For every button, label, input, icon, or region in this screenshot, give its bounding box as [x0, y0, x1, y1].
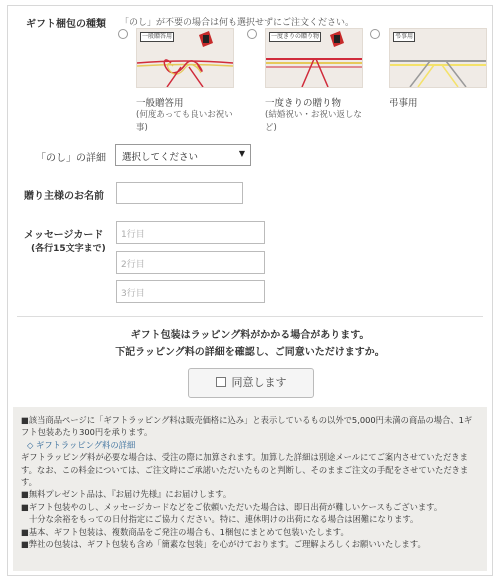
info-date-request: 十分な余裕をもっての日付指定にご協力ください。特に、連休明けの出荷になる場合は困難になります。 — [29, 514, 419, 525]
info-wrapping-fee: ■該当商品ページに「ギフトラッピング料は販売価格に込み」と表示しているもの以外で5,000円未満の商品の場合、1ギフト包装あたり300円を承ります。 — [21, 415, 473, 438]
noshi-note: 「のし」が不要の場合は何も選択せずにご注文ください。 — [120, 18, 355, 28]
info-shipping-delay: ■ギフト包装やのし、メッセージカードなどをご依頼いただいた場合は、即日出荷が難しいケースもございます。 — [21, 501, 443, 512]
wrapping-fee-detail-link[interactable]: ◇ ギフトラッピング料の詳細 — [27, 439, 136, 450]
section-divider — [17, 316, 483, 317]
wrapping-fee-notice: ギフト包装はラッピング料がかかる場合があります。 — [130, 330, 370, 341]
radio-general-gift[interactable] — [118, 29, 128, 39]
noshi-tag-once: 一度きりの贈り物 — [271, 33, 320, 40]
noshi-image-general — [136, 28, 234, 88]
wrapping-fee-question: 下記ラッピング料の詳細を確認し、ご同意いただけますか。 — [115, 347, 385, 358]
noshi-image-condolence — [389, 28, 487, 88]
checkbox-icon — [216, 377, 226, 387]
option-caption-general: 一般贈答用 — [136, 98, 184, 109]
noshi-tag-condolence: 弔事用 — [395, 33, 414, 40]
agree-label: 同意します — [231, 376, 287, 389]
radio-once-gift[interactable] — [247, 29, 257, 39]
noshi-detail-selected: 選択してください — [122, 152, 199, 163]
radio-condolence[interactable] — [370, 29, 380, 39]
agree-button[interactable] — [188, 368, 314, 398]
noshi-tag-general: 一般贈答用 — [142, 33, 173, 40]
info-fee-added: ギフトラッピング料が必要な場合は、受注の際に加算されます。加算した詳細は別途メールにてご案内させていただきます。なお、この料金については、ご注文時にご承諾いただいたものと判断し、そのままご注文の手配をさせていただきます。 — [21, 452, 469, 488]
message-line-3-input[interactable]: 3行目 — [116, 280, 265, 303]
option-caption-condolence: 弔事用 — [389, 98, 418, 109]
option-sub-general: (何度あっても良いお祝い事) — [136, 110, 233, 133]
noshi-detail-label: 「のし」の詳細 — [36, 153, 106, 164]
noshi-image-once — [265, 28, 363, 88]
message-card-label: メッセージカード — [24, 230, 104, 241]
message-line-2-input[interactable]: 2行目 — [116, 251, 265, 274]
info-box — [13, 407, 487, 571]
option-sub-once: (結婚祝い・お祝い返しなど) — [265, 110, 362, 133]
option-caption-once: 一度きりの贈り物 — [265, 98, 342, 109]
message-card-sublabel: (各行15文字まで) — [31, 244, 106, 254]
chevron-down-icon: ▼ — [238, 149, 245, 158]
info-single-package: ■基本、ギフト包装は、複数商品をご発注の場合も、1梱包にまとめて包装いたします。 — [21, 526, 349, 537]
gift-type-label: ギフト梱包の種類 — [26, 19, 106, 30]
sender-name-input[interactable] — [116, 182, 243, 204]
noshi-detail-select[interactable] — [115, 144, 251, 166]
info-simple-packaging: ■弊社の包装は、ギフト包装も含め「簡素な包装」を心がけております。ご理解よろしくお願いいたします。 — [21, 539, 426, 550]
sender-name-label: 贈り主様のお名前 — [24, 191, 104, 202]
info-free-present: ■無料プレゼント品は、『お届け先様』にお届けします。 — [21, 489, 232, 500]
message-line-1-input[interactable]: 1行目 — [116, 221, 265, 244]
